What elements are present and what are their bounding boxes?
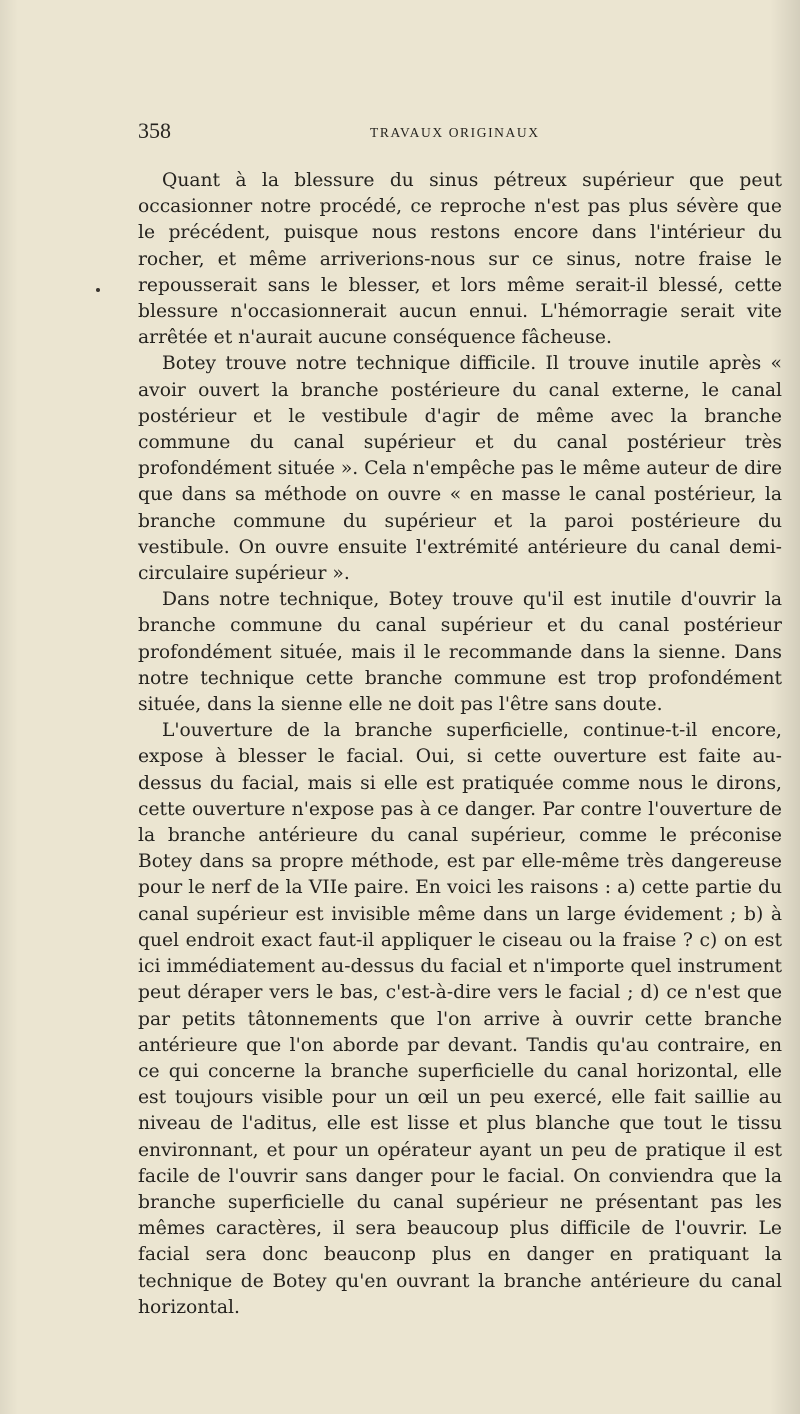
running-title: TRAVAUX ORIGINAUX bbox=[370, 125, 540, 140]
page-number: 358 bbox=[138, 118, 171, 143]
paragraph-botey-difficulty: Botey trouve notre technique difficile. Il trouve inutile après « avoir ouvert la branche postérieure du canal externe, le canal postérieur et le vestibule d'agir de même avec la branche commune du canal supérieur et du canal postérieur très profondément située ». Cela n'empêche pas le même auteur de dire que dans sa méthode on ouvre « en masse le canal postérieur, la branche commune du supérieur et la paroi postérieure du vestibule. On ouvre ensuite l'extrémité antérieure du canal demi-circulaire supérieur ». bbox=[138, 353, 782, 585]
body-text bbox=[138, 168, 782, 1321]
paragraph-branche-commune: Dans notre technique, Botey trouve qu'il est inutile d'ouvrir la branche commune du canal supérieur et du canal postérieur profondément située, mais il le recommande dans la sienne. Dans notre technique cette branche commune est trop profondément située, dans la sienne elle ne doit pas l'être sans doute. bbox=[138, 589, 782, 716]
paragraph-sinus: Quant à la blessure du sinus pétreux supérieur que peut occasionner notre procédé, ce reproche n'est pas plus sévère que le précédent, puisque nous restons encore dans l'intérieur du rocher, et même arriverions-nous sur ce sinus, notre fraise le repousserait sans le blesser, et lors même serait-il blessé, cette blessure n'occasionnerait aucun ennui. L'hémorragie serait vite arrêtée et n'aurait aucune conséquence fâcheuse. bbox=[138, 170, 782, 349]
page-header bbox=[138, 118, 784, 148]
margin-mark bbox=[96, 288, 100, 292]
paragraph-branche-superficielle: L'ouverture de la branche superficielle, continue-t-il encore, expose à blesser le facial. Oui, si cette ouverture est faite au-dessus du facial, mais si elle est pratiquée comme nous le dirons, cette ouverture n'expose pas à ce danger. Par contre l'ouverture de la branche antérieure du canal supérieur, comme le préconise Botey dans sa propre méthode, est par elle-même très dangereuse pour le nerf de la VIIe paire. En voici les raisons : a) cette partie du canal supérieur est invisible même dans un large évidement ; b) à quel endroit exact faut-il appliquer le ciseau ou la fraise ? c) on est ici immédiatement au-dessus du facial et n'importe quel instrument peut déraper vers le bas, c'est-à-dire vers le facial ; d) ce n'est que par petits tâtonnements que l'on arrive à ouvrir cette branche antérieure que l'on aborde par devant. Tandis qu'au contraire, en ce qui concerne la branche superficielle du canal horizontal, elle est toujours visible pour un œil un peu exercé, elle fait saillie au niveau de l'aditus, elle est lisse et plus blanche que tout le tissu environnant, et pour un opérateur ayant un peu de pratique il est facile de l'ouvrir sans danger pour le facial. On conviendra que la branche superficielle du canal supérieur ne présentant pas les mêmes caractères, il sera beaucoup plus difficile de l'ouvrir. Le facial sera donc beauconp plus en danger en pratiquant la technique de Botey qu'en ouvrant la branche antérieure du canal horizontal. bbox=[138, 720, 782, 1318]
